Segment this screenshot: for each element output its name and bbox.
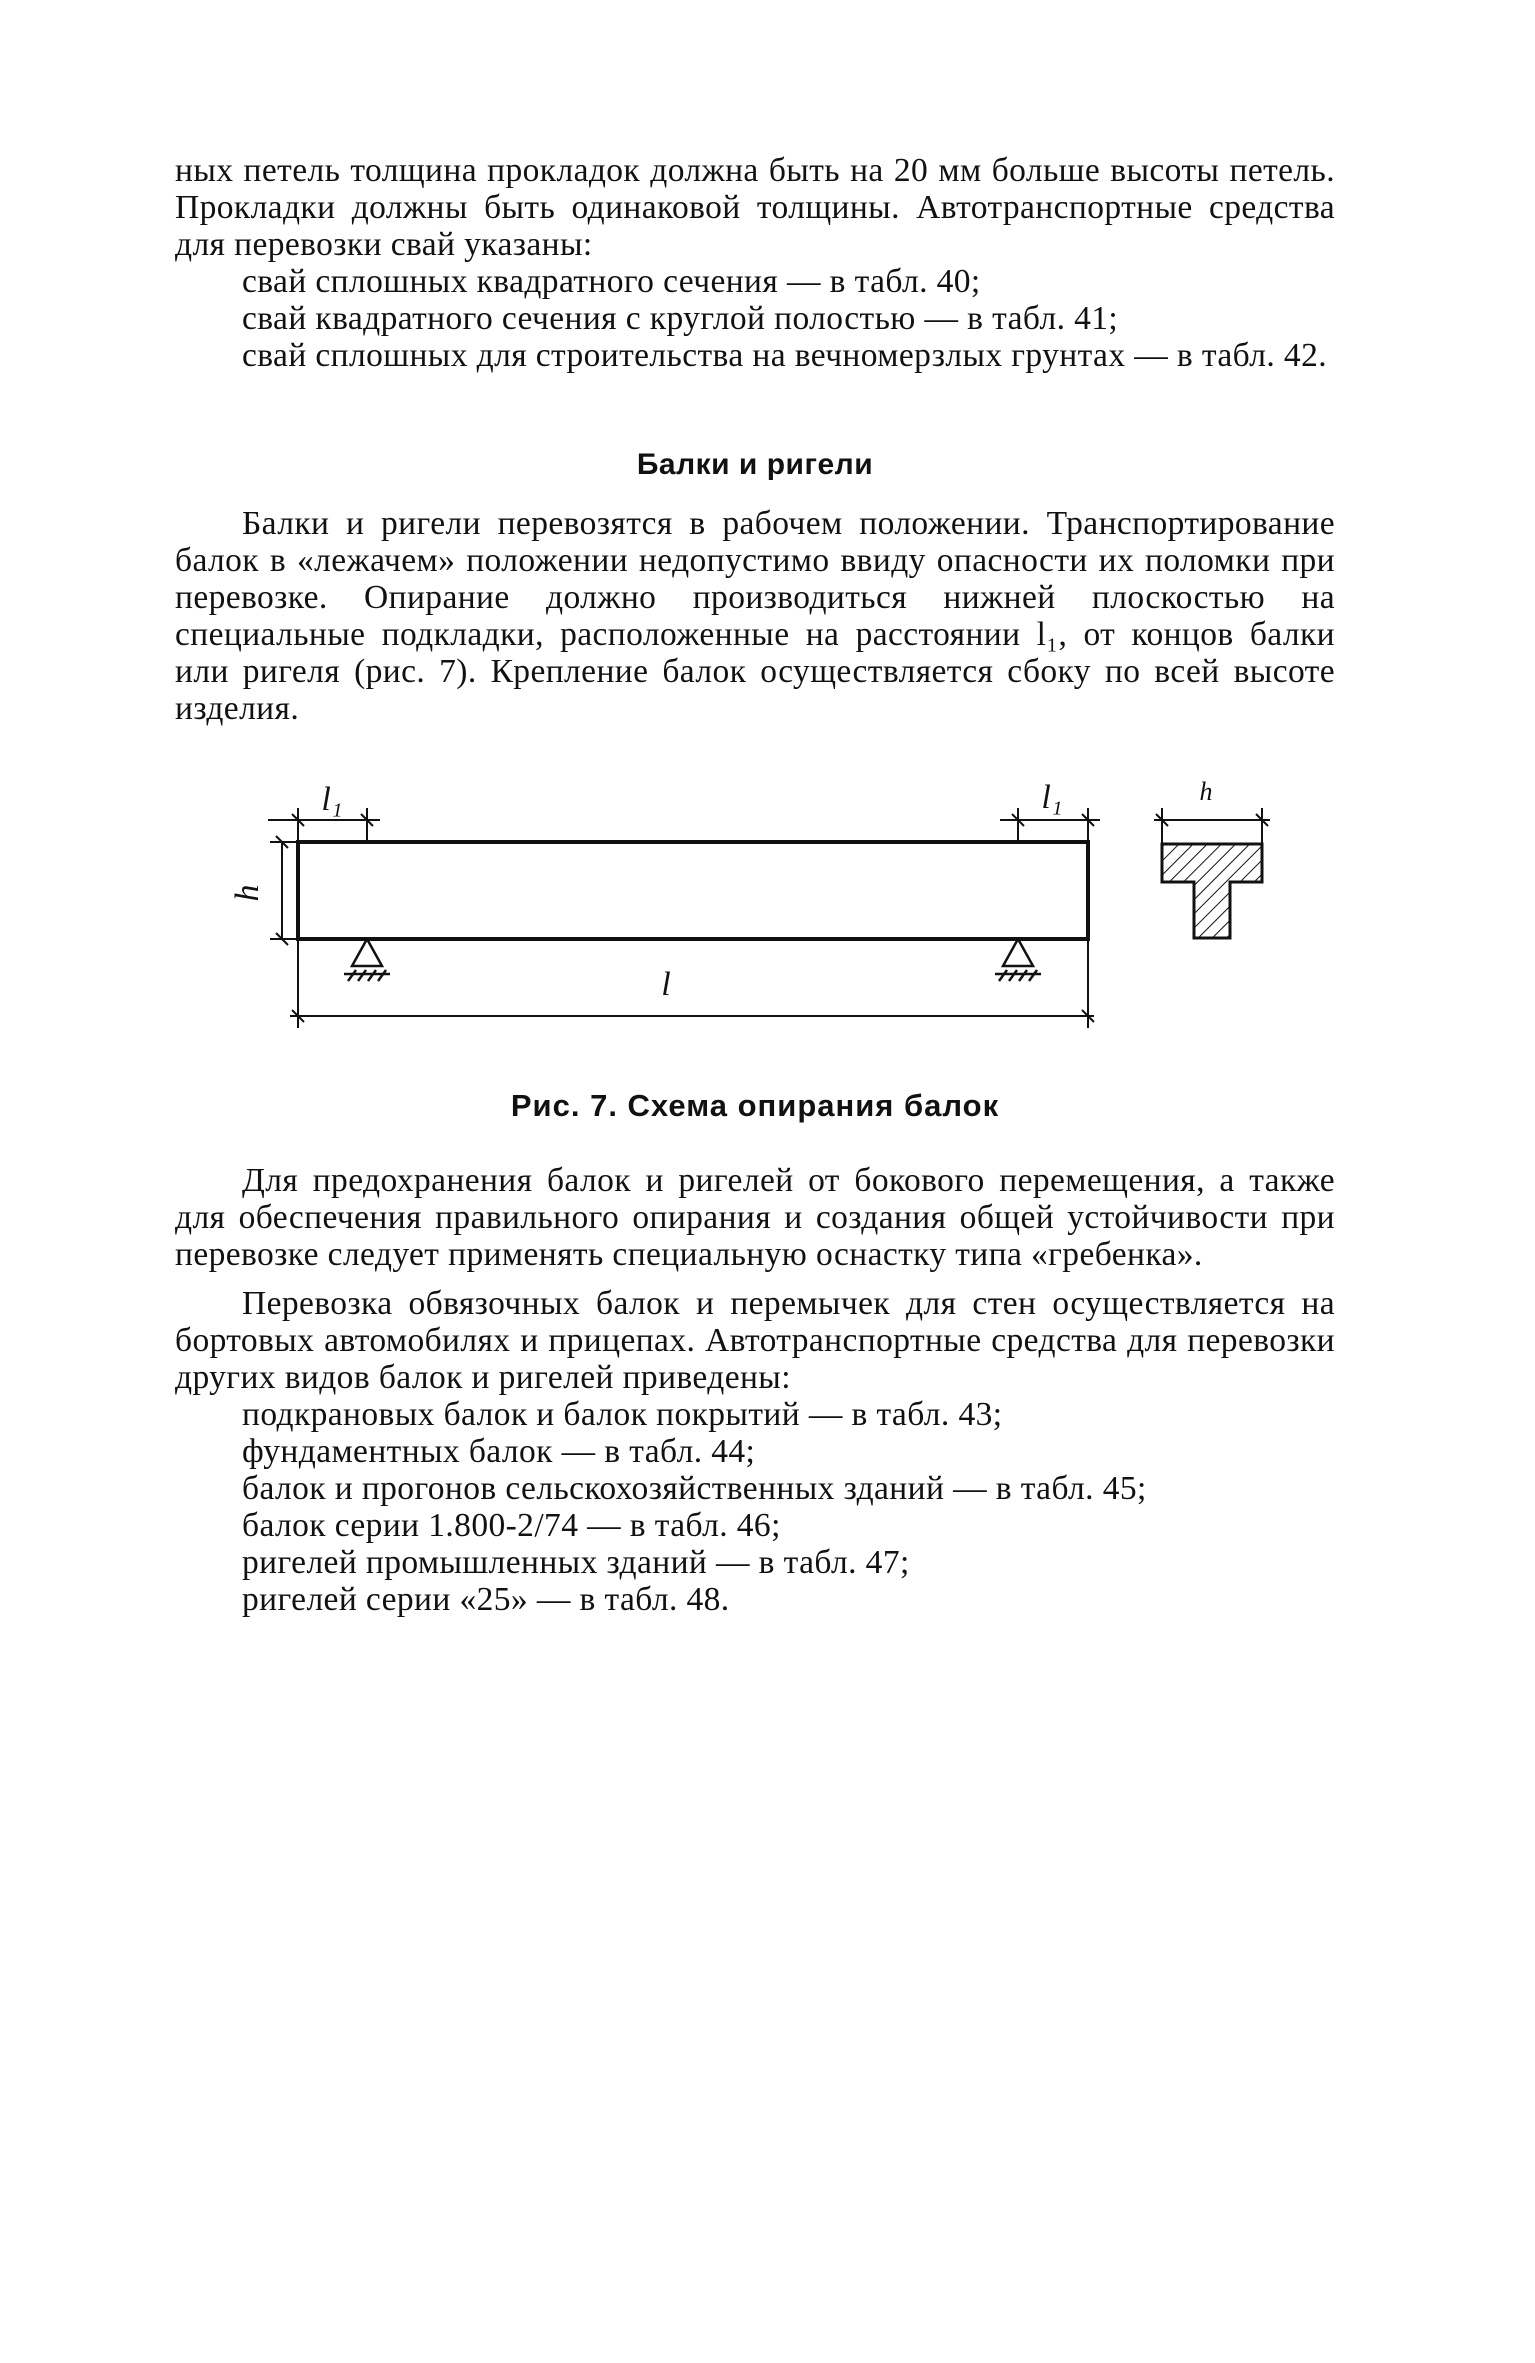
l-label: l — [661, 966, 671, 1003]
text-block-bottom — [175, 1162, 1335, 1618]
list-item: подкрановых балок и балок покрытий — в табл. 43; — [242, 1396, 1003, 1433]
section-heading: Балки и ригели — [636, 448, 874, 481]
paragraph-transport: Перевозка обвязочных балок и перемычек для стен осуществляется на бортовых автомобилях и прицепах. Автотранспортные средства для перевозки других видов балок и ригелей приведены: — [175, 1285, 1335, 1396]
section-h-label: h — [1199, 777, 1213, 806]
list-item: фундаментных балок — в табл. 44; — [242, 1433, 756, 1470]
h-label: h — [229, 884, 266, 902]
paragraph-piles-continued: ных петель толщина прокладок должна быть на 20 мм больше высоты петель. Прокладки должны быть одинаковой толщины. Автотранспортные средства для перевозки свай указаны: — [175, 152, 1335, 263]
paragraph-lateral-protection: Для предохранения балок и ригелей от бокового перемещения, а также для обеспечения правильного опирания и создания общей устойчивости при перевозке следует применять специальную оснастку типа «гребенка». — [175, 1162, 1335, 1273]
beam-outline — [298, 842, 1088, 939]
support-left — [344, 939, 390, 981]
list-item: ригелей промышленных зданий — в табл. 47; — [242, 1544, 910, 1581]
beam-support-diagram — [0, 0, 1535, 1060]
list-item: свай сплошных квадратного сечения — в табл. 40; — [242, 263, 981, 300]
t-section-profile — [1162, 844, 1262, 938]
figure-caption: Рис. 7. Схема опирания балок — [510, 1088, 1000, 1123]
paragraph-beams: Балки и ригели перевозятся в рабочем положении. Транспортирование балок в «лежачем» положении недопустимо ввиду опасности их поломки при перевозке. Опирание должно производиться нижней плоскостью на специальные подкладки, расположенные на расстоянии l₁, от концов балки или ригеля (рис. 7). Крепление балок осуществляется сбоку по всей высоте изделия. — [175, 505, 1335, 727]
support-right — [995, 939, 1041, 981]
figure-caption-wrap — [175, 1088, 1335, 1124]
list-item: свай квадратного сечения с круглой полостью — в табл. 41; — [242, 300, 1119, 337]
list-item: балок и прогонов сельскохозяйственных зданий — в табл. 45; — [242, 1470, 1147, 1507]
l1-right-label: l₁ — [1041, 779, 1063, 816]
list-item: балок серии 1.800-2/74 — в табл. 46; — [242, 1507, 781, 1544]
list-item-text: свай сплошных для строительства на вечномерзлых грунтах — в табл. 42. — [242, 337, 1327, 374]
list-item: ригелей серии «25» — в табл. 48. — [242, 1581, 730, 1618]
l1-left-label: l₁ — [321, 781, 343, 818]
